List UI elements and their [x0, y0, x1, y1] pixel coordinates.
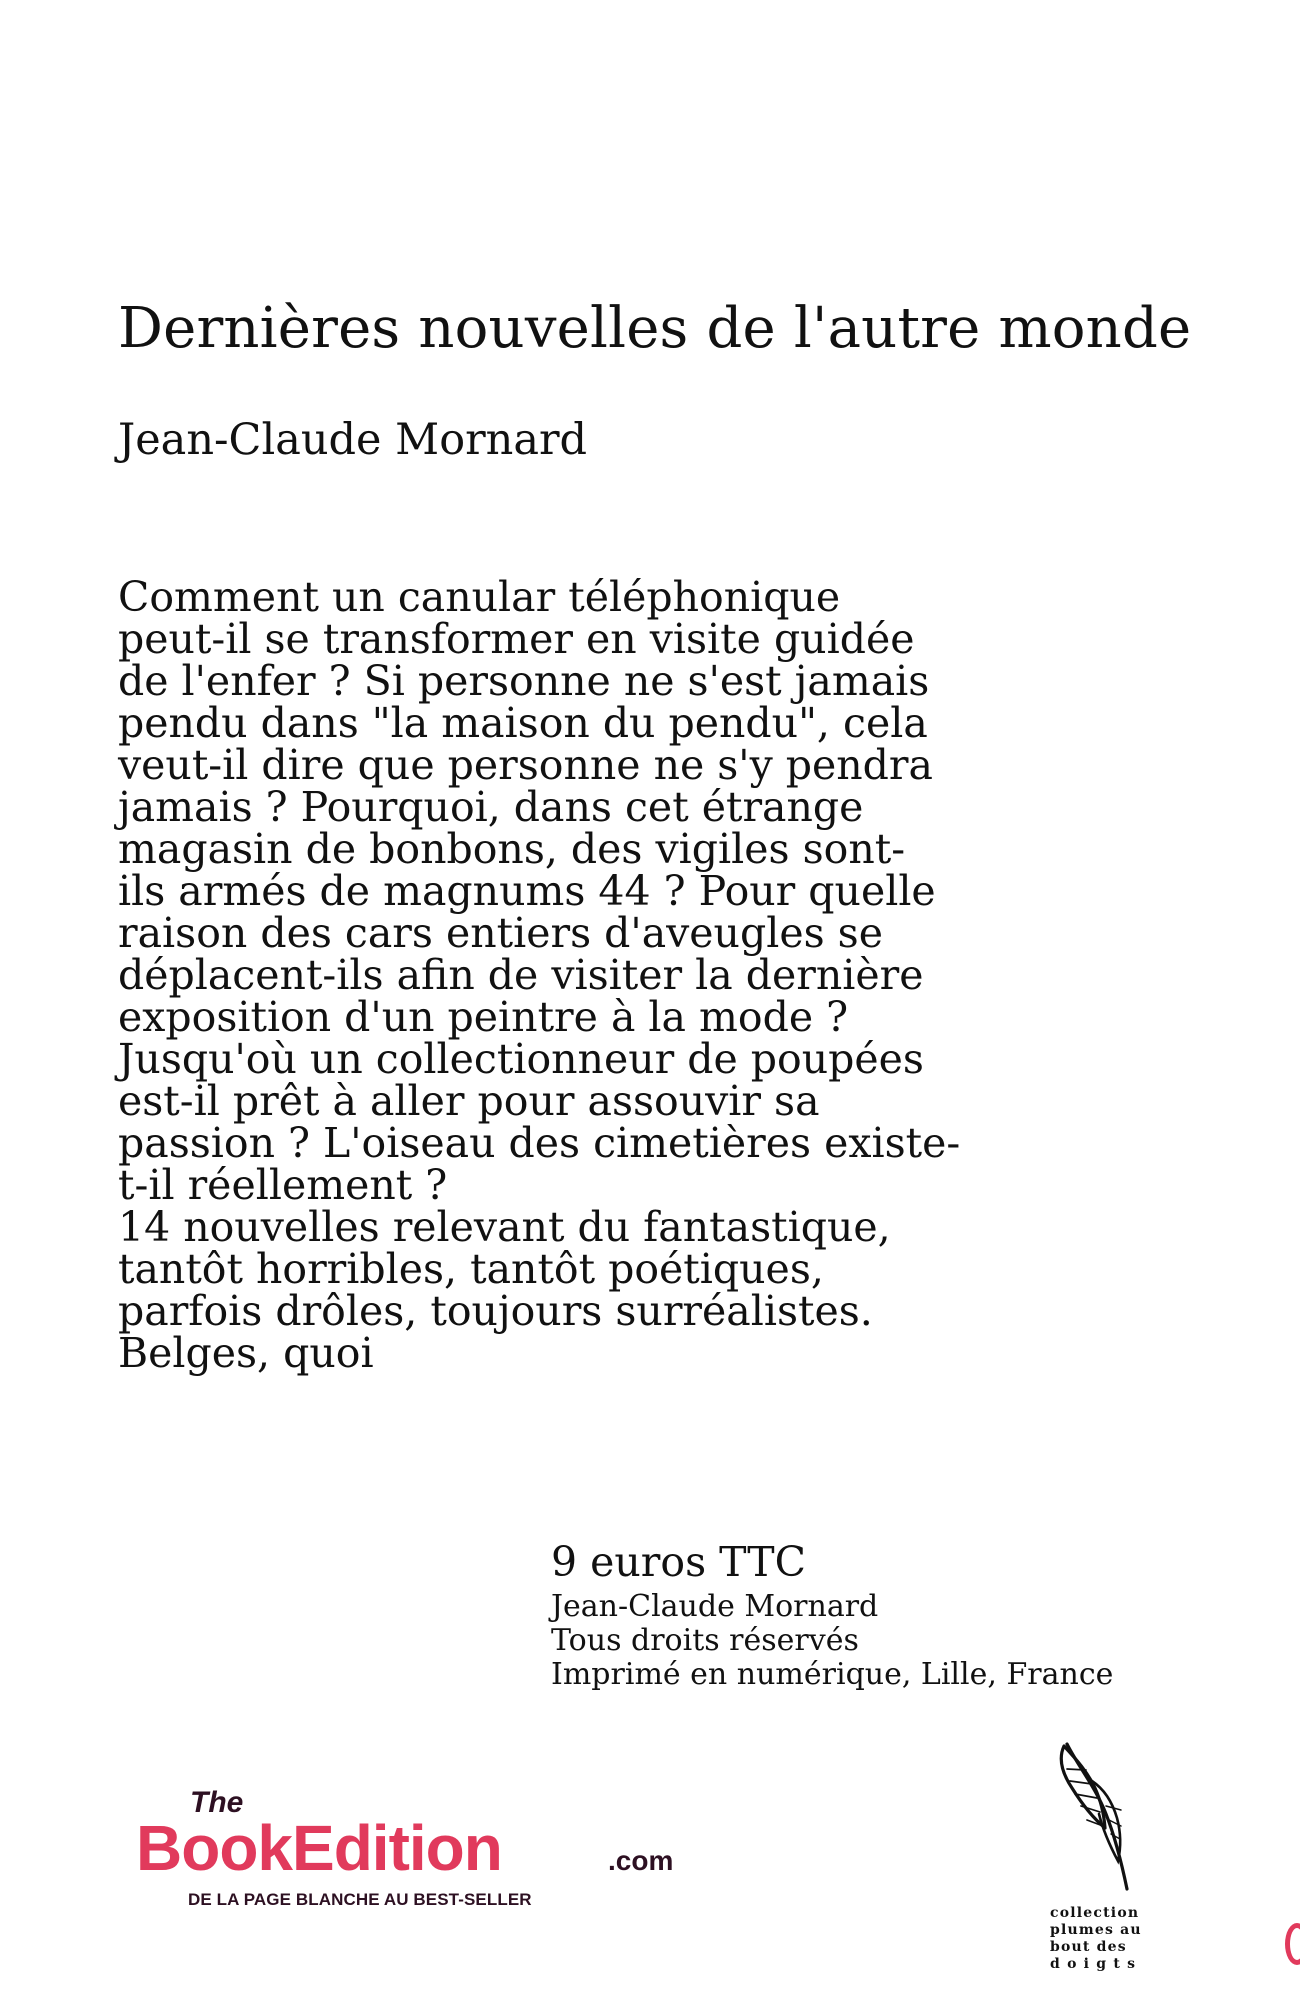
publisher-logo-domain: .com	[608, 1845, 674, 1876]
summary-line: parfois drôles, toujours surréalistes.	[118, 1287, 873, 1335]
collection-label-line: d o i g t s	[1050, 1956, 1137, 1972]
summary-line: ils armés de magnums 44 ? Pour quelle	[118, 867, 936, 915]
summary-line: passion ? L'oiseau des cimetières existe-	[118, 1119, 961, 1167]
feather-icon	[1048, 1736, 1138, 1896]
summary-line: de l'enfer ? Si personne ne s'est jamais	[118, 657, 930, 705]
publisher-tagline: DE LA PAGE BLANCHE AU BEST-SELLER	[188, 1890, 532, 1909]
collection-label	[1050, 1905, 1150, 1973]
summary-line: peut-il se transformer en visite guidée	[118, 615, 915, 663]
summary-line: exposition d'un peintre à la mode ?	[118, 993, 849, 1041]
summary-line: Jusqu'où un collectionneur de poupées	[118, 1035, 924, 1083]
summary-line: déplacent-ils afin de visiter la dernière	[118, 951, 924, 999]
publisher-logo	[136, 1786, 728, 1916]
collection-label-line: collection	[1050, 1905, 1140, 1921]
edge-circle-mark	[1285, 1923, 1300, 1965]
summary-line: tantôt horribles, tantôt poétiques,	[118, 1245, 824, 1293]
copyright-holder: Jean-Claude Mornard	[551, 1589, 879, 1624]
printing-info: Imprimé en numérique, Lille, France	[551, 1657, 1114, 1692]
publisher-logo-prefix: The	[190, 1786, 244, 1819]
rights-notice: Tous droits réservés	[551, 1623, 859, 1658]
summary-line: 14 nouvelles relevant du fantastique,	[118, 1203, 891, 1251]
summary-line: raison des cars entiers d'aveugles se	[118, 909, 883, 957]
summary-line: Belges, quoi	[118, 1329, 374, 1377]
collection-label-line: bout des	[1050, 1939, 1127, 1955]
summary-line: est-il prêt à aller pour assouvir sa	[118, 1077, 820, 1125]
price-and-rights-block	[551, 1535, 1201, 1692]
summary-line: t-il réellement ?	[118, 1161, 448, 1209]
summary-line: jamais ? Pourquoi, dans cet étrange	[118, 783, 864, 831]
summary-line: Comment un canular téléphonique	[118, 573, 841, 621]
book-summary	[118, 573, 998, 1377]
book-author: Jean-Claude Mornard	[118, 415, 588, 465]
summary-line: magasin de bonbons, des vigiles sont-	[118, 825, 906, 873]
collection-label-line: plumes au	[1050, 1922, 1142, 1938]
price: 9 euros TTC	[551, 1538, 806, 1586]
summary-line: veut-il dire que personne ne s'y pendra	[118, 741, 933, 789]
book-title: Dernières nouvelles de l'autre monde	[118, 296, 1192, 361]
publisher-logo-name: BookEdition	[136, 1812, 502, 1884]
summary-line: pendu dans "la maison du pendu", cela	[118, 699, 928, 747]
